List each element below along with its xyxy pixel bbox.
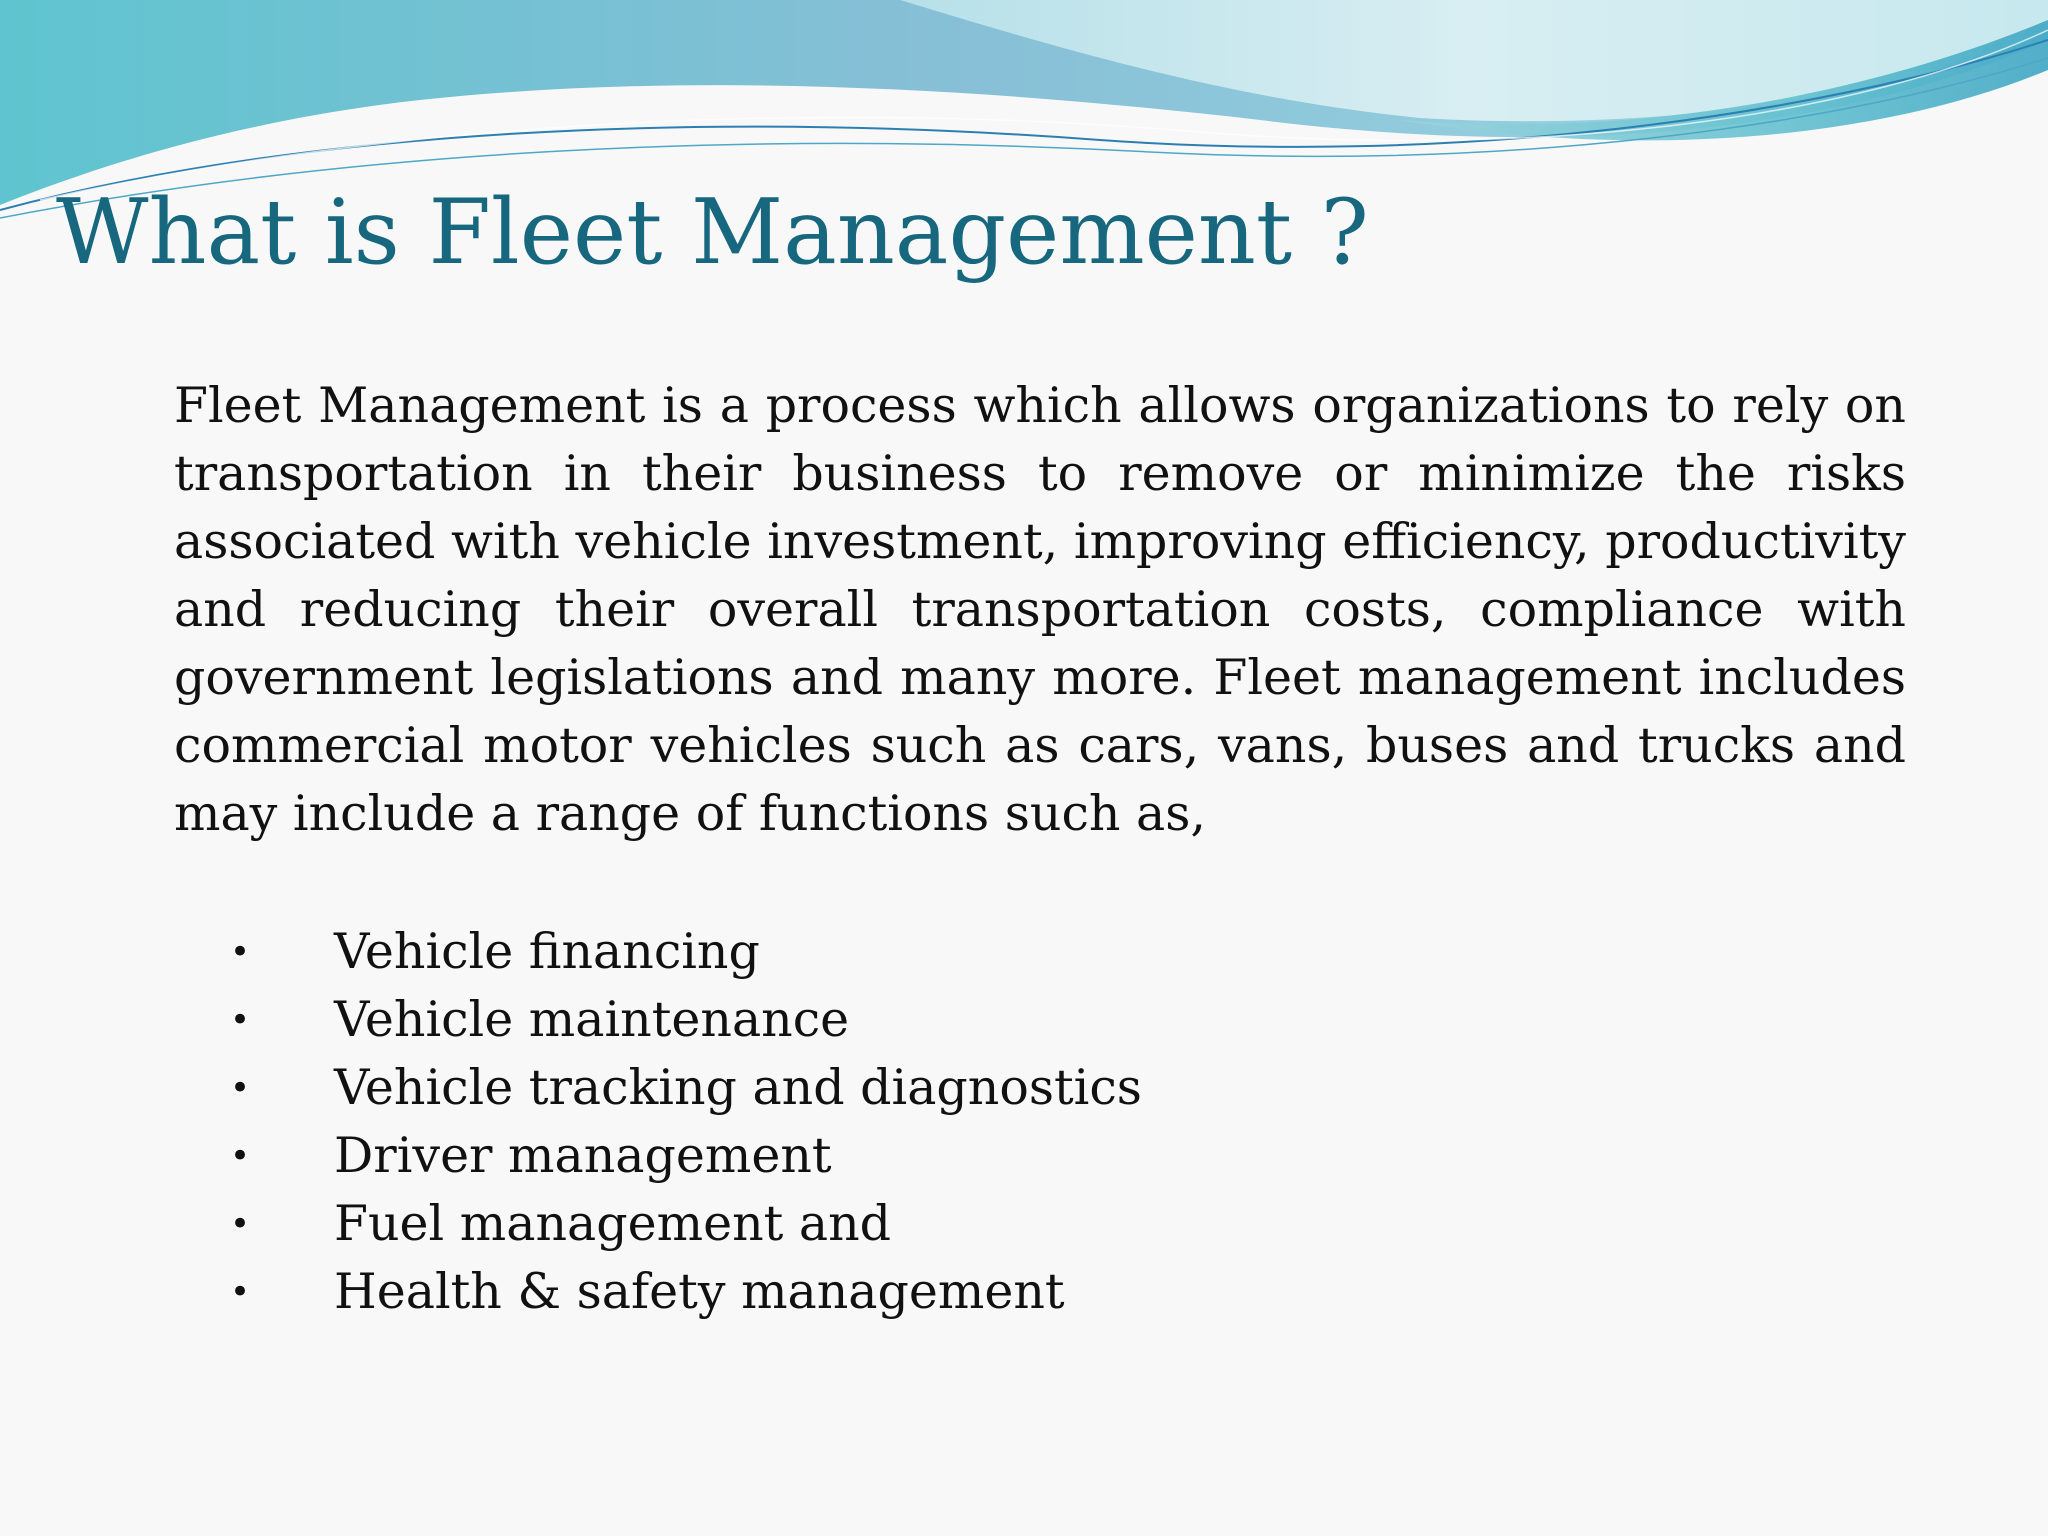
bullet-icon: • [230,1204,251,1244]
bullet-icon: • [230,932,251,972]
list-item-text: Driver management [334,1127,832,1184]
bullet-icon: • [230,1068,251,1108]
bullet-icon: • [230,1136,251,1176]
slide-title: What is Fleet Management ? [56,180,1369,285]
list-item-text: Health & safety management [334,1263,1065,1320]
list-item-text: Vehicle maintenance [334,991,850,1048]
list-item-text: Vehicle financing [334,923,760,980]
bullet-icon: • [230,1272,251,1312]
list-item-text: Vehicle tracking and diagnostics [334,1059,1142,1116]
bullet-icon: • [230,1000,251,1040]
list-item-text: Fuel management and [334,1195,892,1252]
intro-paragraph: Fleet Management is a process which allows organizations to rely on transportation in their business to remove or minimize the risks associated with vehicle investment, improving efficiency, productivity and reducing their overall transportation costs, compliance with government legislations and many more. Fleet management includes commercial motor vehicles such as cars, vans, buses and trucks and may include a range of functions such as, [174,377,1906,842]
